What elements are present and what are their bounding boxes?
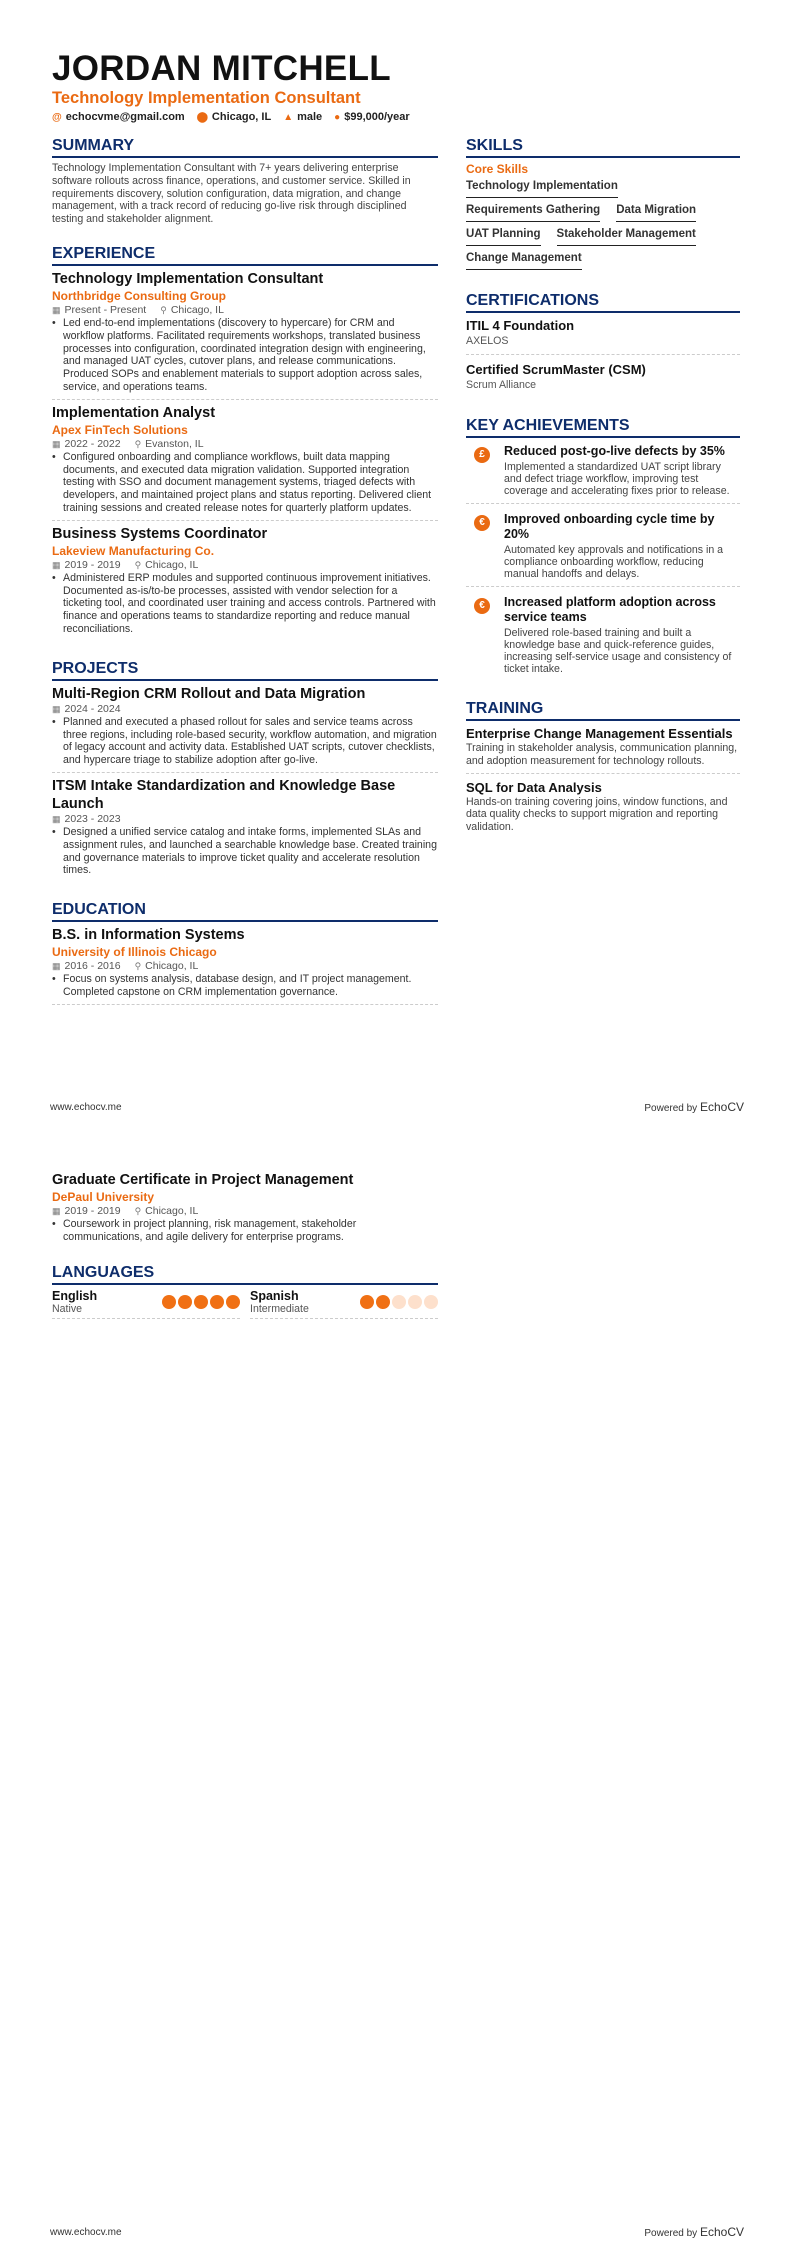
contact-salary: ● $99,000/year	[334, 111, 410, 123]
calendar-icon: ▦	[52, 559, 61, 570]
location-pin-icon: ⚲	[134, 961, 142, 972]
section-heading: SKILLS	[466, 136, 740, 158]
calendar-icon: ▦	[52, 961, 61, 972]
projects-section	[52, 659, 438, 882]
calendar-icon: ▦	[52, 813, 61, 824]
project-entry	[52, 685, 438, 773]
contact-line	[52, 111, 410, 123]
footer-site-link[interactable]: www.echocv.me	[50, 1102, 122, 1113]
dates: 2023 - 2023	[64, 812, 121, 825]
language-rating	[162, 1295, 240, 1309]
calendar-icon: ▦	[52, 304, 61, 315]
project-title: Multi-Region CRM Rollout and Data Migration	[52, 685, 366, 702]
training-item: Enterprise Change Management Essentials Training in stakeholder analysis, communication planning, and adoption measurement for technology rollouts.	[466, 725, 740, 774]
skill-tag: Stakeholder Management	[557, 225, 696, 246]
section-heading: TRAINING	[466, 699, 740, 721]
experience-entry	[52, 525, 438, 641]
section-heading: EDUCATION	[52, 900, 438, 922]
company: Northbridge Consulting Group	[52, 288, 226, 303]
certifications-section	[466, 291, 740, 398]
experience-entry	[52, 270, 438, 400]
rating-dot	[194, 1295, 208, 1309]
rating-dot	[360, 1295, 374, 1309]
school: University of Illinois Chicago	[52, 945, 217, 960]
rating-dot	[424, 1295, 438, 1309]
training-item: SQL for Data Analysis Hands-on training covering joins, window functions, and data quality checks to support migration and reporting validation.	[466, 779, 728, 834]
education-entry	[52, 926, 438, 1005]
euro-icon: €	[474, 598, 490, 614]
company: Apex FinTech Solutions	[52, 422, 188, 437]
contact-location: ⬤ Chicago, IL	[196, 111, 272, 123]
person-icon: ▲	[283, 112, 294, 123]
job-title: Business Systems Coordinator	[52, 525, 268, 542]
company: Lakeview Manufacturing Co.	[52, 543, 215, 558]
bullet: • Coursework in project planning, risk management, stakeholder communications, and agile delivery for enterprise programs.	[52, 1218, 438, 1244]
calendar-icon: ▦	[52, 1206, 61, 1216]
location-pin-icon: ⚲	[160, 304, 167, 315]
education-entry	[52, 1171, 438, 1249]
project-entry	[52, 777, 438, 882]
dates: 2019 - 2019	[64, 1205, 121, 1217]
section-heading: SUMMARY	[52, 136, 438, 158]
footer-powered: Powered by EchoCV	[644, 2225, 744, 2239]
language-level: Native	[52, 1302, 83, 1315]
footer-powered: Powered by EchoCV	[644, 1100, 744, 1114]
achievement: € Improved onboarding cycle time by 20% Automated key approvals and notifications in a compliance onboarding workflow, reducing manual handoffs and delays.	[466, 510, 740, 587]
section-heading: PROJECTS	[52, 659, 438, 681]
dates: Present - Present	[64, 303, 147, 316]
bullet: • Planned and executed a phased rollout for sales and service teams across three regions, including role-based security, workflow automation, and migration of legacy account and activity data. Established UAT scripts, cutover checklists, and hypercare triage to stabilize adoption after go-live.	[52, 716, 438, 767]
contact-email[interactable]: @ echocvme@gmail.com	[52, 111, 185, 123]
skills-section	[466, 136, 740, 273]
training-section	[466, 699, 740, 839]
project-title: ITSM Intake Standardization and Knowledge Base Launch	[52, 777, 396, 812]
summary-text: Technology Implementation Consultant with 7+ years delivering enterprise software rollouts across finance, operations, and customer service. Skilled in requirements discovery, solution configuration, data migration, and change management, with a track record of reducing go-live risk through disciplined testing and stakeholder alignment.	[52, 162, 411, 226]
dates: 2016 - 2016	[64, 960, 121, 973]
skill-tag: UAT Planning	[466, 225, 541, 246]
calendar-icon: ▦	[52, 703, 61, 714]
dates: 2022 - 2022	[64, 437, 121, 450]
brand: EchoCV	[699, 2225, 744, 2239]
rating-dot	[376, 1295, 390, 1309]
at-icon: @	[52, 112, 62, 123]
languages-section	[52, 1263, 438, 1319]
language-item	[52, 1289, 240, 1319]
rating-dot	[408, 1295, 422, 1309]
language-level: Intermediate	[250, 1302, 309, 1315]
rating-dot	[178, 1295, 192, 1309]
job-title: Technology Implementation Consultant	[52, 270, 324, 287]
skill-tag: Data Migration	[616, 201, 696, 222]
location-pin-icon: ⬤	[196, 112, 208, 123]
location: Evanston, IL	[145, 437, 204, 450]
resume-header	[52, 50, 410, 123]
section-heading: KEY ACHIEVEMENTS	[466, 416, 740, 438]
skills-group-label: Core Skills	[466, 162, 529, 176]
skill-tag: Change Management	[466, 249, 582, 270]
degree: Graduate Certificate in Project Management	[52, 1172, 354, 1188]
certification: Certified ScrumMaster (CSM) Scrum Alliance	[466, 362, 646, 391]
bullet: • Configured onboarding and compliance workflows, built data mapping documents, and executed data migration validation. Supported integration testing with SSO and document management systems, triaged defects with developers, and maintained project plans and status reporting. Delivered client training sessions and created release notes for quarterly platform updates.	[52, 451, 438, 515]
section-heading: CERTIFICATIONS	[466, 291, 740, 313]
location-pin-icon: ⚲	[134, 1206, 142, 1216]
education-section	[52, 900, 438, 1005]
rating-dot	[226, 1295, 240, 1309]
section-heading: LANGUAGES	[52, 1263, 438, 1285]
bullet: • Focus on systems analysis, database design, and IT project management. Completed capstone on CRM implementation governance.	[52, 973, 438, 999]
certification: ITIL 4 Foundation AXELOS	[466, 317, 740, 355]
calendar-icon: ▦	[52, 438, 61, 449]
rating-dot	[392, 1295, 406, 1309]
location: Chicago, IL	[170, 303, 224, 316]
job-title: Implementation Analyst	[52, 404, 216, 421]
bullet: • Led end-to-end implementations (discovery to hypercare) for CRM and workflow platforms. Facilitated requirements workshops, translated business processes into configuration, coordinated integration design with engineering, and managed UAT cycles, cutover plans, and release communications. Produced SOPs and enablement materials to support adoption across sales, service, and operations teams.	[52, 317, 438, 394]
achievement: € Increased platform adoption across service teams Delivered role-based training and built a knowledge base and quick-reference guides, increasing self-service usage and consistency of ticket intake.	[466, 593, 740, 681]
location-pin-icon: ⚲	[134, 438, 142, 449]
dates: 2019 - 2019	[64, 558, 121, 571]
dates: 2024 - 2024	[64, 702, 121, 715]
bullet: • Designed a unified service catalog and intake forms, implemented SLAs and assignment rules, and launched a searchable knowledge base. Created training and governance materials to improve ticket quality and accelerate resolution times.	[52, 826, 438, 877]
contact-gender: ▲ male	[283, 111, 323, 123]
language-item	[250, 1289, 438, 1319]
candidate-name: JORDAN MITCHELL	[52, 49, 391, 88]
language-name: English	[52, 1288, 98, 1303]
language-rating	[360, 1295, 438, 1309]
skill-tag: Technology Implementation	[466, 177, 618, 198]
bullet: • Administered ERP modules and supported continuous improvement initiatives. Documented as-is/to-be processes, assisted with vendor selection for a ticketing tool, and coordinated user training and access controls. Partnered with finance and operations teams to standardize reporting and reduce manual reconciliations.	[52, 572, 438, 636]
location: Chicago, IL	[145, 960, 199, 973]
achievements-section	[466, 416, 740, 681]
left-column	[52, 136, 438, 1023]
pound-icon: £	[474, 447, 490, 463]
location: Chicago, IL	[145, 558, 199, 571]
school: DePaul University	[52, 1190, 155, 1204]
euro-icon: €	[474, 515, 490, 531]
skill-tag: Requirements Gathering	[466, 201, 600, 222]
location-pin-icon: ⚲	[134, 559, 142, 570]
rating-dot	[210, 1295, 224, 1309]
footer-site-link[interactable]: www.echocv.me	[50, 2227, 122, 2238]
right-column	[466, 136, 740, 857]
language-name: Spanish	[250, 1288, 299, 1303]
resume-page-2	[0, 1123, 794, 2246]
experience-entry	[52, 404, 438, 521]
dollar-icon: ●	[334, 112, 341, 123]
experience-section	[52, 244, 438, 641]
rating-dot	[162, 1295, 176, 1309]
location: Chicago, IL	[145, 1205, 199, 1217]
section-heading: EXPERIENCE	[52, 244, 438, 266]
summary-section	[52, 136, 438, 226]
achievement: £ Reduced post-go-live defects by 35% Implemented a standardized UAT script library and defect triage workflow, improving test coverage and accelerating fixes prior to release.	[466, 442, 740, 504]
brand: EchoCV	[699, 1100, 744, 1114]
degree: B.S. in Information Systems	[52, 927, 245, 944]
candidate-title: Technology Implementation Consultant	[52, 89, 361, 107]
